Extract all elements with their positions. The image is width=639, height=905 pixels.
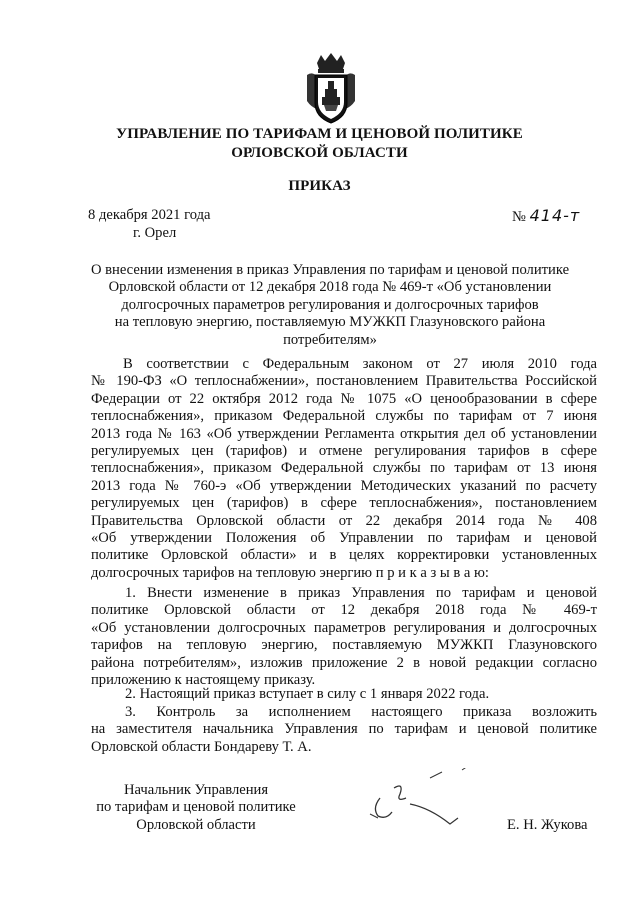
preamble-line: Правительства Орловской области от 22 декабря 2014 года № 408	[91, 512, 597, 529]
authority-name-line1: УПРАВЛЕНИЕ ПО ТАРИФАМ И ЦЕНОВОЙ ПОЛИТИКЕ	[116, 126, 523, 142]
item-line: 3. Контроль за исполнением настоящего приказа возложить	[125, 704, 597, 720]
preamble-line: 2013 года № 760-э «Об утверждении Методических указаний по расчету	[91, 477, 597, 494]
document-date: 8 декабря 2021 года	[88, 207, 211, 223]
order-item-1	[91, 585, 597, 689]
item-line: политике Орловской области от 12 декабря 2018 года № 469-т	[91, 602, 597, 619]
preamble-line: Федерации от 22 октября 2012 года № 1075 «О ценообразовании в сфере	[91, 390, 597, 407]
signatory-name: Е. Н. Жукова	[507, 817, 588, 833]
authority-name-line2: ОРЛОВСКОЙ ОБЛАСТИ	[231, 145, 408, 161]
preamble-line: теплоснабжения», приказом Федеральной службы по тарифам от 13 июня	[91, 460, 597, 477]
preamble-line: «Об утверждении Положения об Управлении по тарифам и ценовой	[91, 530, 597, 547]
subject-line: Орловской области от 12 декабря 2018 года № 469-т «Об установлении	[108, 279, 552, 296]
item-line: района потребителям», изложив приложение 2 в новой редакции согласно	[91, 654, 597, 671]
item-line: 1. Внести изменение в приказ Управления по тарифам и ценовой	[125, 585, 597, 601]
preamble-line: регулируемых цен (тарифов) и отмене регулирования тарифов в сфере	[91, 443, 597, 460]
number-prefix: №	[512, 209, 526, 225]
preamble-paragraph	[91, 356, 597, 582]
preamble-line: 2013 года № 163 «Об утверждении Регламента открытия дел об установлении	[91, 425, 597, 442]
item-line: Орловской области Бондареву Т. А.	[91, 738, 312, 755]
item-line: «Об установлении долгосрочных параметров регулирования и долгосрочных	[91, 619, 597, 636]
handwritten-signature	[350, 768, 490, 838]
signatory-title-line: по тарифам и ценовой политике	[96, 799, 296, 816]
subject-line: О внесении изменения в приказ Управления по тарифам и ценовой политике	[90, 262, 570, 278]
document-type: ПРИКАЗ	[288, 178, 351, 194]
signatory-title	[80, 782, 312, 834]
handwritten-number: 414-т	[529, 206, 581, 225]
preamble-line: политике Орловской области» и в целях корректировки установленных	[91, 547, 597, 564]
subject-line: долгосрочных параметров регулирования и долгосрочных тарифов	[121, 296, 539, 313]
preamble-line: В соответствии с Федеральным законом от 27 июля 2010 года	[123, 356, 597, 372]
item-line: тарифов на тепловую энергию, поставляемую МУЖКП Глазуновского	[91, 637, 597, 654]
signatory-title-line: Орловской области	[136, 816, 256, 833]
order-item-3	[91, 704, 597, 756]
preamble-line: № 190-ФЗ «О теплоснабжении», постановлением Правительства Российской	[91, 373, 597, 390]
subject-line: на тепловую энергию, поставляемую МУЖКП Глазуновского района	[114, 314, 546, 331]
document-city: г. Орел	[133, 225, 177, 241]
document-number	[512, 207, 580, 226]
coat-of-arms-emblem	[303, 53, 359, 125]
preamble-line: теплоснабжения», приказом Федеральной службы по тарифам от 7 июня	[91, 408, 597, 425]
signatory-title-line: Начальник Управления	[123, 782, 269, 798]
preamble-line: регулируемых цен (тарифов) в сфере теплоснабжения», постановлением	[91, 495, 597, 512]
item-line: приложению к настоящему приказу.	[91, 672, 316, 689]
preamble-line: долгосрочных тарифов на тепловую энергию п р и к а з ы в а ю:	[91, 564, 489, 581]
subject-line: потребителям»	[283, 331, 377, 348]
item-line: на заместителя начальника Управления по тарифам и ценовой политике	[91, 721, 597, 738]
document-subject	[70, 262, 590, 349]
order-item-2: 2. Настоящий приказ вступает в силу с 1 января 2022 года.	[125, 686, 490, 702]
